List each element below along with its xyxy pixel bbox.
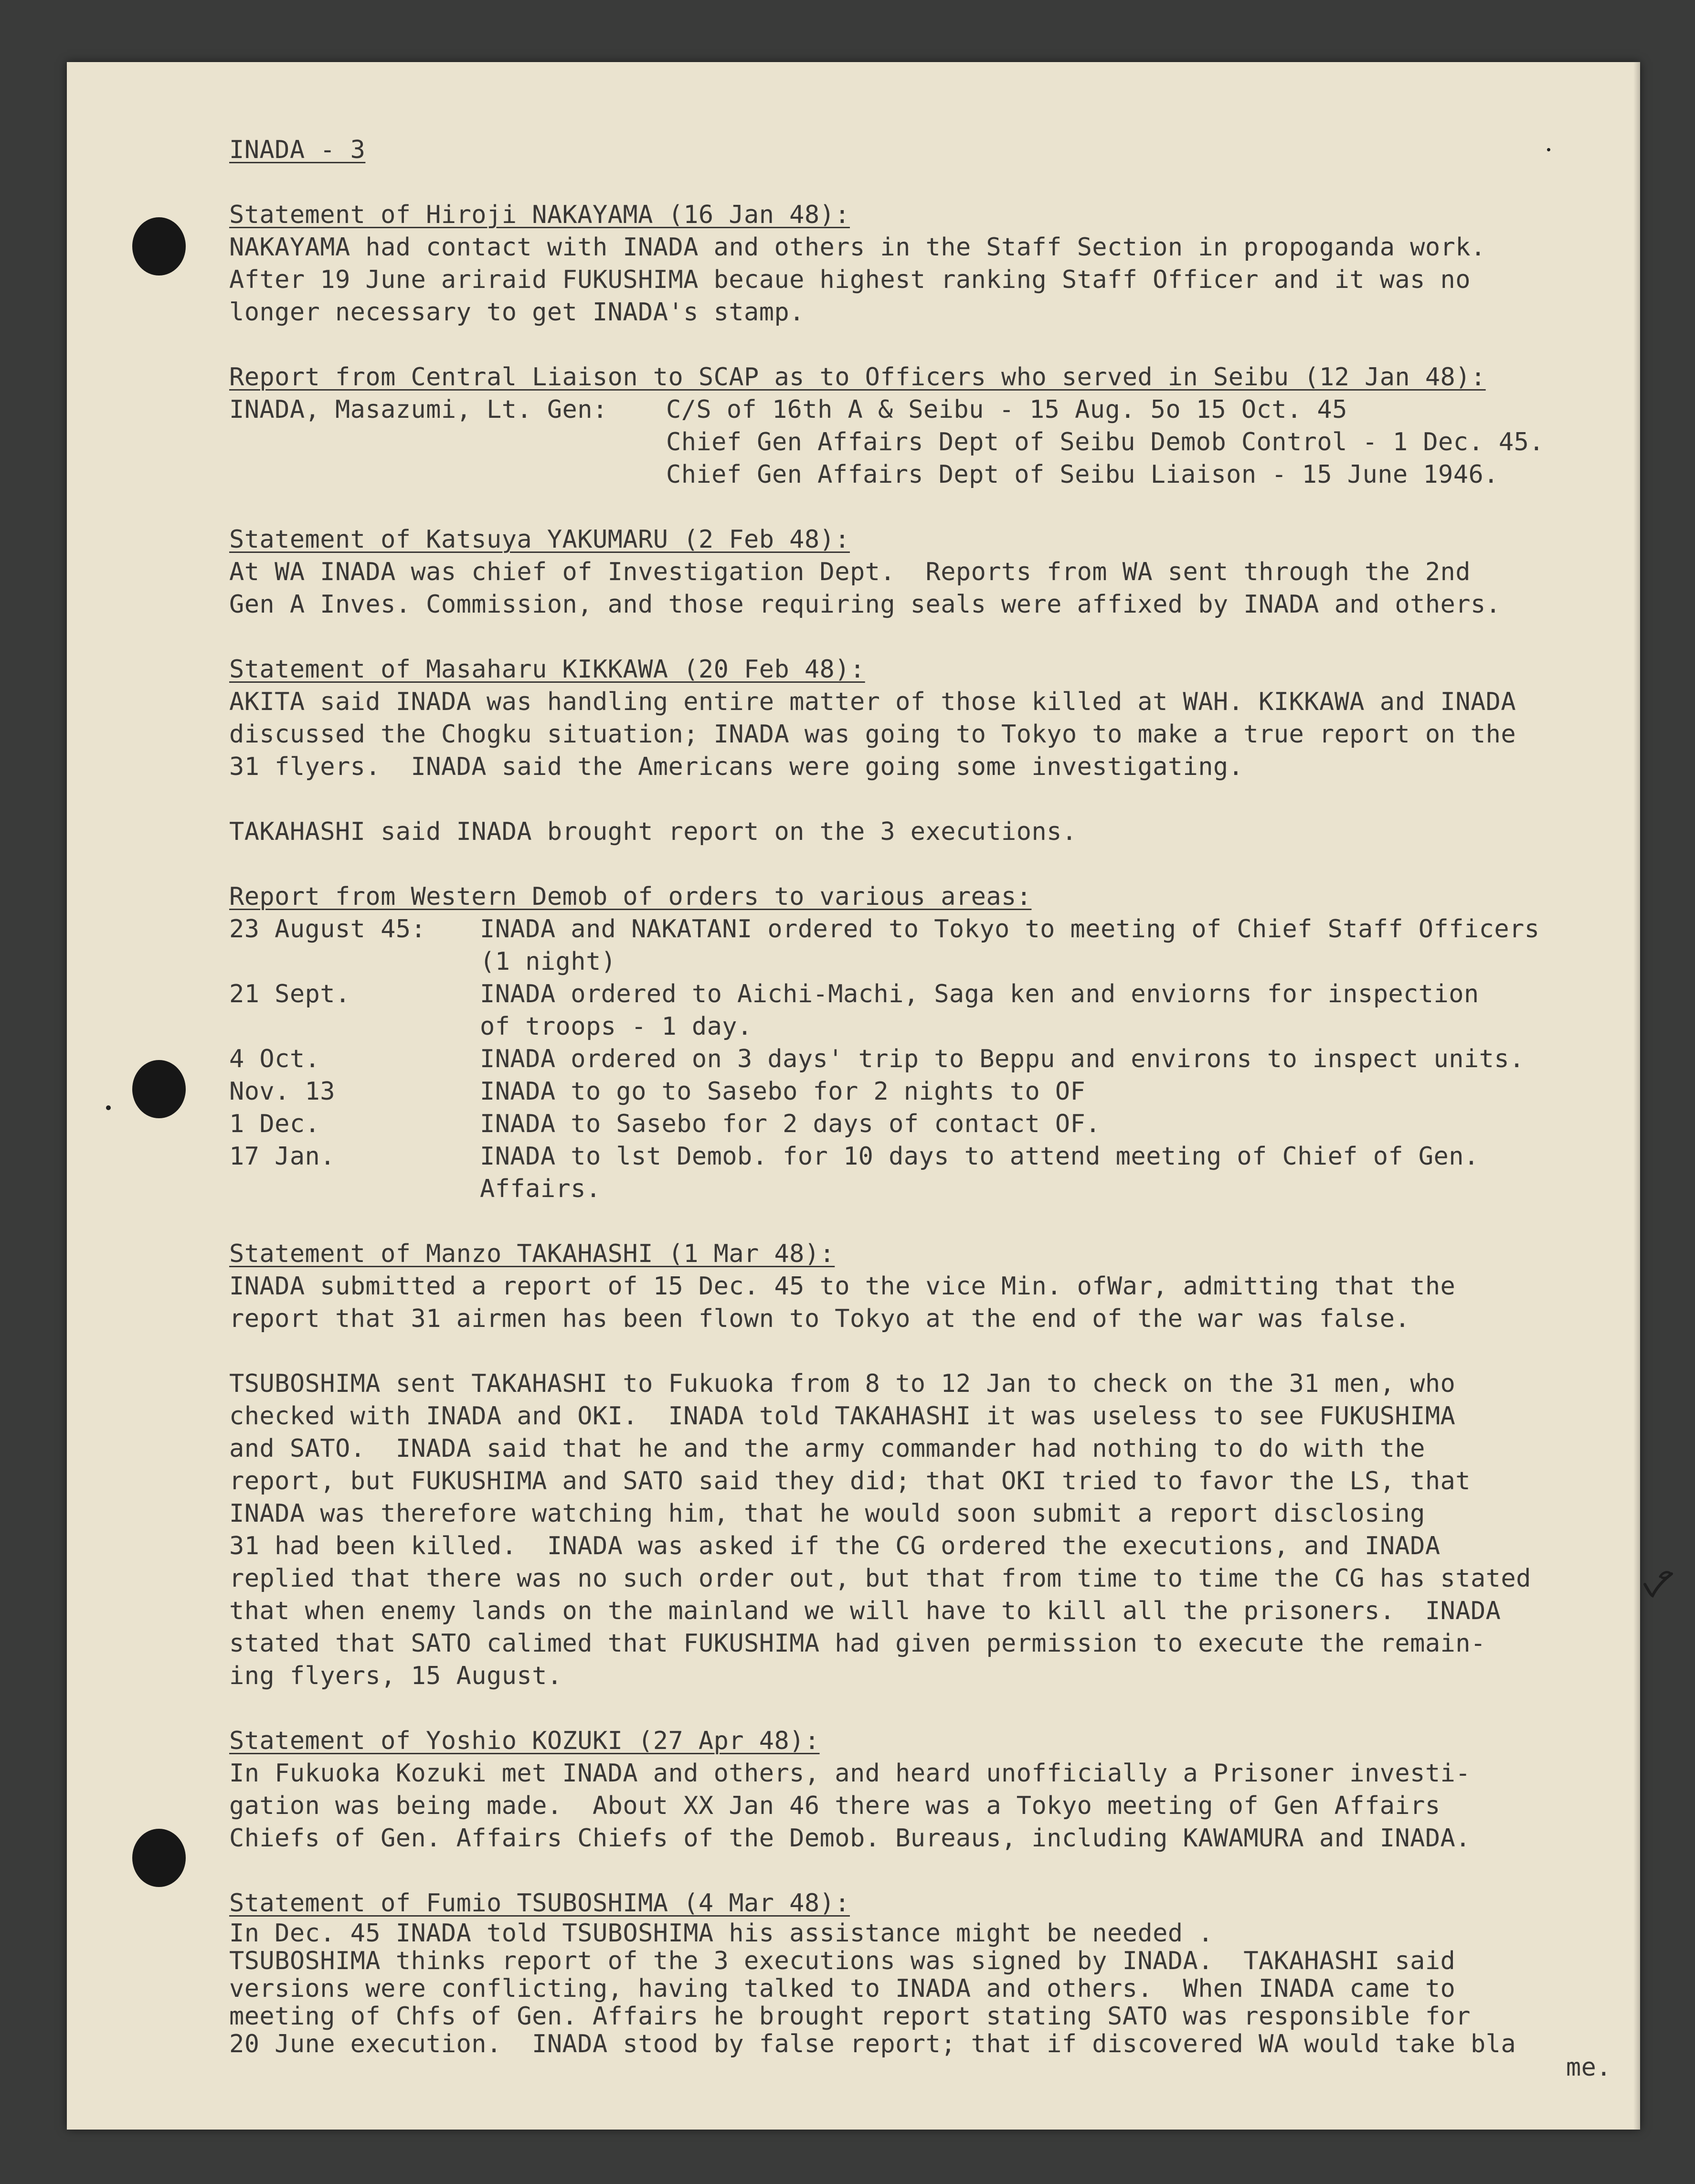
text-line: 31 flyers. INADA said the Americans were going some investigating.	[229, 753, 1244, 781]
text-line: TAKAHASHI said INADA brought report on the 3 executions.	[229, 817, 1077, 846]
text-line: report, but FUKUSHIMA and SATO said they did; that OKI tried to favor the LS, that	[229, 1467, 1471, 1495]
text-line: Gen A Inves. Commission, and those requiring seals were affixed by INADA and others.	[229, 590, 1501, 619]
text-line: versions were conflicting, having talked to INADA and others. When INADA came to	[229, 1974, 1456, 2003]
order-text: INADA ordered on 3 days' trip to Beppu and environs to inspect units.	[480, 1045, 1525, 1073]
section-heading-tsuboshima: Statement of Fumio TSUBOSHIMA (4 Mar 48):	[229, 1889, 850, 1918]
document-body	[229, 134, 1623, 2082]
section-heading-central-liaison: Report from Central Liaison to SCAP as to Officers who served in Seibu (12 Jan 48):	[229, 363, 1486, 392]
text-line: TSUBOSHIMA thinks report of the 3 executions was signed by INADA. TAKAHASHI said	[229, 1947, 1456, 1975]
text-line: 20 June execution. INADA stood by false report; that if discovered WA would take bla	[229, 2030, 1516, 2058]
assignment-entry: Chief Gen Affairs Dept of Seibu Demob Control - 1 Dec. 45.	[666, 428, 1544, 456]
text-line: AKITA said INADA was handling entire matter of those killed at WAH. KIKKAWA and INADA	[229, 688, 1516, 716]
text-line: In Fukuoka Kozuki met INADA and others, and heard unofficially a Prisoner investi-	[229, 1759, 1471, 1788]
text-line: stated that SATO calimed that FUKUSHIMA had given permission to execute the remain-	[229, 1629, 1486, 1658]
order-row	[229, 913, 1623, 945]
punch-hole-top	[132, 217, 186, 276]
order-row	[229, 1043, 1623, 1075]
order-text: Affairs.	[480, 1175, 601, 1203]
order-date: Nov. 13	[229, 1077, 335, 1106]
ink-speck	[106, 1105, 111, 1110]
text-line-tail: me.	[1566, 2053, 1611, 2082]
order-date: 4 Oct.	[229, 1045, 320, 1073]
text-line: INADA submitted a report of 15 Dec. 45 to the vice Min. ofWar, admitting that the	[229, 1272, 1456, 1301]
assignment-entry: C/S of 16th A & Seibu - 15 Aug. 5o 15 Oct. 45	[666, 395, 1347, 424]
text-line: Chiefs of Gen. Affairs Chiefs of the Demob. Bureaus, including KAWAMURA and INADA.	[229, 1824, 1471, 1853]
text-line: After 19 June ariraid FUKUSHIMA becaue highest ranking Staff Officer and it was no	[229, 265, 1471, 294]
order-row	[229, 1108, 1623, 1140]
section-heading-western-demob: Report from Western Demob of orders to various areas:	[229, 882, 1032, 911]
text-line: TSUBOSHIMA sent TAKAHASHI to Fukuoka from 8 to 12 Jan to check on the 31 men, who	[229, 1369, 1456, 1398]
text-line: In Dec. 45 INADA told TSUBOSHIMA his assistance might be needed .	[229, 1919, 1213, 1948]
order-date: 1 Dec.	[229, 1110, 320, 1138]
punch-hole-middle	[132, 1060, 186, 1118]
order-text: of troops - 1 day.	[480, 1012, 752, 1041]
text-line: meeting of Chfs of Gen. Affairs he brought report stating SATO was responsible for	[229, 2002, 1471, 2031]
order-text: INADA ordered to Aichi-Machi, Saga ken and enviorns for inspection	[480, 980, 1479, 1008]
section-heading-nakayama: Statement of Hiroji NAKAYAMA (16 Jan 48):	[229, 201, 850, 229]
officer-name: INADA, Masazumi, Lt. Gen:	[229, 395, 608, 424]
text-line: gation was being made. About XX Jan 46 there was a Tokyo meeting of Gen Affairs	[229, 1792, 1441, 1820]
page-edge-shadow	[1633, 62, 1640, 2130]
order-text: INADA and NAKATANI ordered to Tokyo to meeting of Chief Staff Officers	[480, 915, 1540, 944]
text-line: longer necessary to get INADA's stamp.	[229, 298, 805, 327]
text-line: discussed the Chogku situation; INADA was going to Tokyo to make a true report on the	[229, 720, 1516, 749]
order-date: 23 August 45:	[229, 915, 426, 944]
text-line: replied that there was no such order out, but that from time to time the CG has stated	[229, 1564, 1531, 1593]
section-heading-kikkawa: Statement of Masaharu KIKKAWA (20 Feb 48):	[229, 655, 865, 684]
text-line: report that 31 airmen has been flown to Tokyo at the end of the war was false.	[229, 1304, 1410, 1333]
text-line: checked with INADA and OKI. INADA told TAKAHASHI it was useless to see FUKUSHIMA	[229, 1402, 1456, 1431]
assignment-entry: Chief Gen Affairs Dept of Seibu Liaison - 15 June 1946.	[666, 460, 1499, 489]
handwritten-checkmark-icon	[1640, 1567, 1683, 1601]
text-line: ing flyers, 15 August.	[229, 1662, 562, 1690]
text-line: and SATO. INADA said that he and the army commander had nothing to do with the	[229, 1434, 1425, 1463]
document-page	[67, 62, 1640, 2130]
section-heading-takahashi: Statement of Manzo TAKAHASHI (1 Mar 48):	[229, 1240, 835, 1268]
text-line: that when enemy lands on the mainland we will have to kill all the prisoners. INADA	[229, 1597, 1501, 1625]
page-header: INADA - 3	[229, 136, 366, 164]
order-row	[229, 978, 1623, 1010]
text-line: 31 had been killed. INADA was asked if the CG ordered the executions, and INADA	[229, 1532, 1441, 1560]
text-line: At WA INADA was chief of Investigation Dept. Reports from WA sent through the 2nd	[229, 558, 1471, 586]
text-line: INADA was therefore watching him, that he would soon submit a report disclosing	[229, 1499, 1425, 1528]
order-row	[229, 1140, 1623, 1173]
punch-hole-bottom	[132, 1829, 186, 1887]
order-date: 21 Sept.	[229, 980, 350, 1008]
text-line: NAKAYAMA had contact with INADA and others in the Staff Section in propoganda work.	[229, 233, 1486, 262]
order-text: INADA to Sasebo for 2 days of contact OF.	[480, 1110, 1101, 1138]
order-row	[229, 1075, 1623, 1108]
section-heading-yakumaru: Statement of Katsuya YAKUMARU (2 Feb 48):	[229, 525, 850, 554]
order-text: INADA to lst Demob. for 10 days to attend meeting of Chief of Gen.	[480, 1142, 1479, 1171]
order-text: (1 night)	[480, 947, 616, 976]
order-text: INADA to go to Sasebo for 2 nights to OF	[480, 1077, 1086, 1106]
order-date: 17 Jan.	[229, 1142, 335, 1171]
section-heading-kozuki: Statement of Yoshio KOZUKI (27 Apr 48):	[229, 1727, 820, 1755]
